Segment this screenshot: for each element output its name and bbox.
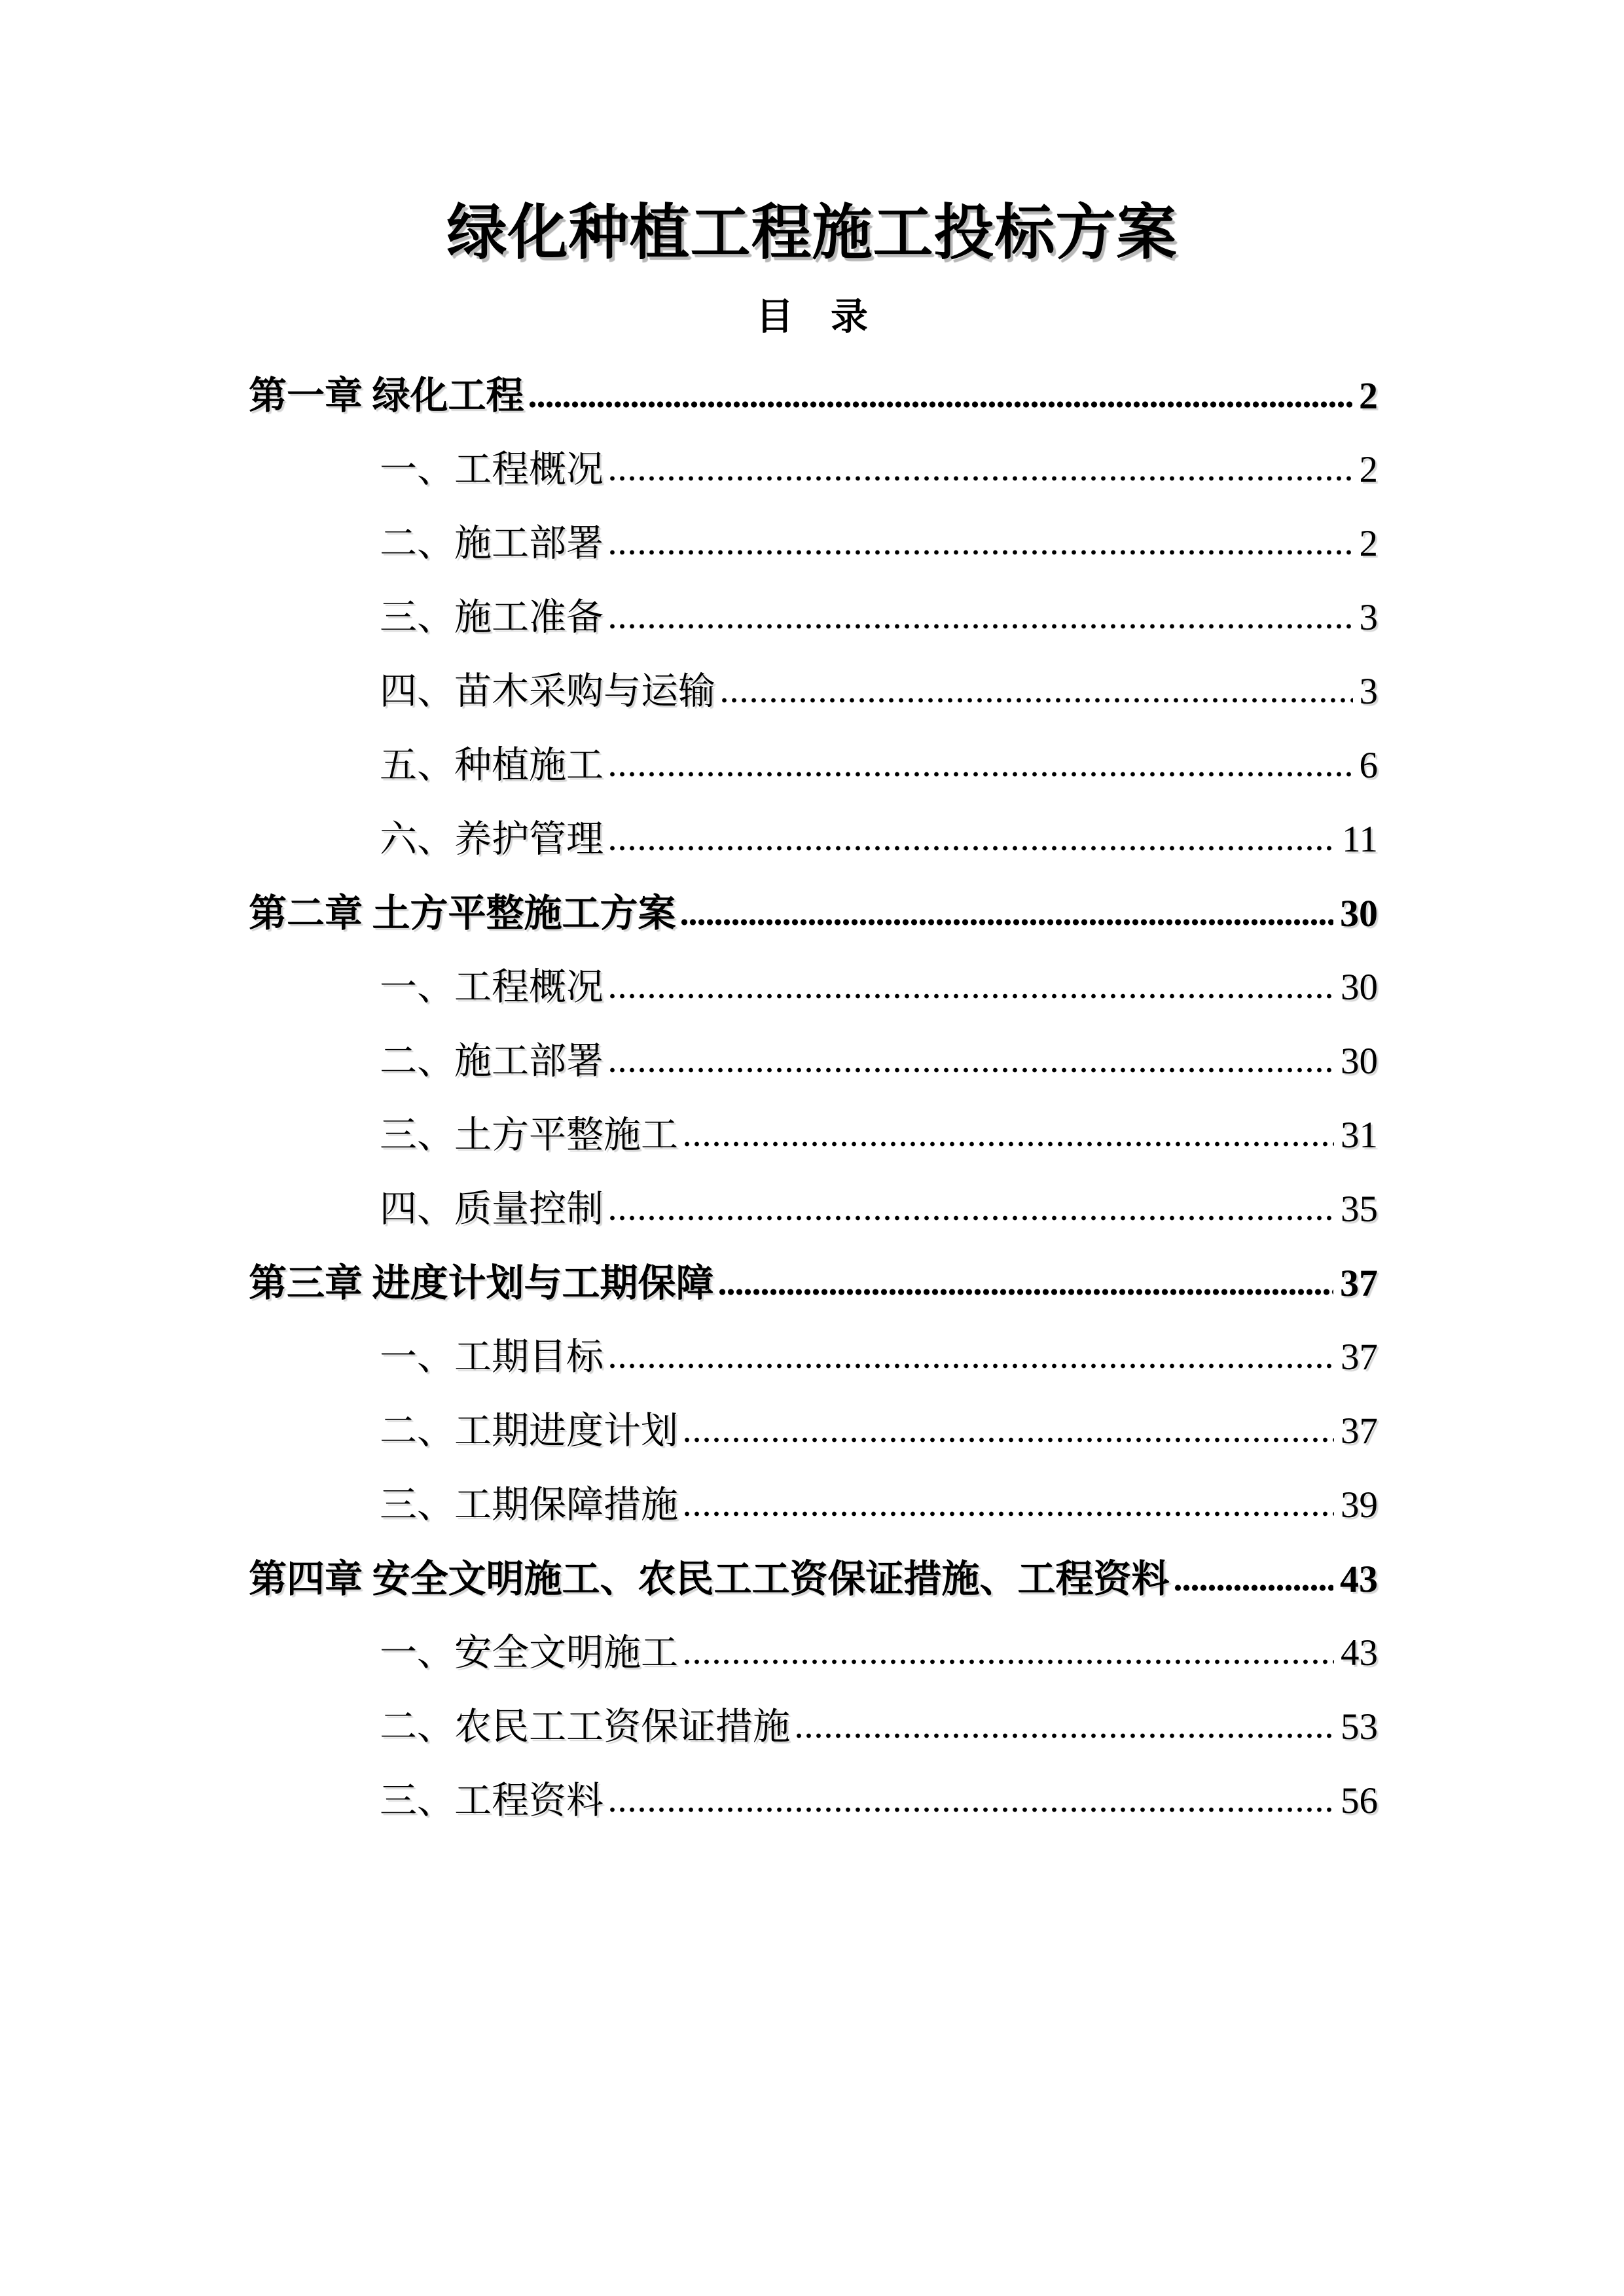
toc-entry[interactable] <box>249 1394 1378 1468</box>
toc-page-number: 43 <box>1341 1632 1378 1674</box>
toc-entry[interactable] <box>249 507 1378 581</box>
toc-dot-leader <box>682 1659 1334 1665</box>
toc-entry[interactable] <box>249 876 1378 950</box>
toc-page-number: 35 <box>1341 1189 1378 1230</box>
toc-page-number: 3 <box>1359 597 1378 638</box>
toc-entry[interactable] <box>249 433 1378 507</box>
toc-dot-leader <box>719 697 1353 704</box>
toc-page-number: 31 <box>1341 1115 1378 1156</box>
toc-entry[interactable] <box>249 359 1378 433</box>
toc-entry[interactable] <box>249 950 1378 1024</box>
toc-entry-text: 第三章 进度计划与工期保障 <box>249 1262 714 1304</box>
toc-entry-text: 四、苗木采购与运输 <box>380 671 715 712</box>
toc-page-number: 37 <box>1340 1262 1378 1304</box>
toc-page-number: 37 <box>1341 1336 1378 1378</box>
toc-page-number: 30 <box>1340 892 1378 935</box>
toc-heading: 目 录 <box>756 296 868 338</box>
toc-entry[interactable] <box>249 1542 1378 1616</box>
toc-dot-leader <box>607 993 1334 999</box>
toc-entry-text: 六、养护管理 <box>380 819 604 860</box>
toc-entry[interactable] <box>249 655 1378 728</box>
toc-dot-leader <box>718 1288 1333 1296</box>
toc-dot-leader <box>607 1363 1334 1369</box>
toc-page-number: 43 <box>1340 1558 1378 1600</box>
toc-entry[interactable] <box>249 1616 1378 1690</box>
toc-dot-leader <box>680 918 1333 926</box>
toc-entry-text: 四、质量控制 <box>380 1189 604 1230</box>
toc-entry[interactable] <box>249 1246 1378 1320</box>
toc-entry-text: 二、施工部署 <box>380 523 604 564</box>
toc-page-number: 11 <box>1342 819 1378 860</box>
toc-page-number: 30 <box>1341 1041 1378 1082</box>
toc-entry[interactable] <box>249 1172 1378 1246</box>
toc-dot-leader <box>607 623 1353 630</box>
toc-page-number: 3 <box>1359 671 1378 712</box>
toc-page-number: 2 <box>1359 523 1378 564</box>
toc-entry-text: 一、工期目标 <box>380 1336 604 1378</box>
toc-entry-text: 三、施工准备 <box>380 597 604 638</box>
toc-dot-leader <box>607 845 1335 852</box>
toc-entry[interactable] <box>249 802 1378 876</box>
toc-entry[interactable] <box>249 1024 1378 1098</box>
toc-entry-text: 五、种植施工 <box>380 745 604 786</box>
toc-entry[interactable] <box>249 1764 1378 1838</box>
toc-page-number: 30 <box>1341 967 1378 1008</box>
toc-entry-text: 二、工期进度计划 <box>380 1410 678 1452</box>
toc-dot-leader <box>607 475 1353 482</box>
toc-page-number: 2 <box>1359 449 1378 490</box>
toc-page-number: 56 <box>1341 1780 1378 1821</box>
toc-entry[interactable] <box>249 1468 1378 1542</box>
toc-entry-text: 一、工程概况 <box>380 449 604 490</box>
toc-entry-text: 第二章 土方平整施工方案 <box>249 892 676 935</box>
toc-dot-leader <box>607 1215 1334 1221</box>
toc-entry[interactable] <box>249 581 1378 655</box>
toc-dot-leader <box>682 1437 1334 1443</box>
toc-page-number: 2 <box>1359 374 1378 417</box>
toc-entry-text: 三、工期保障措施 <box>380 1484 678 1526</box>
toc-dot-leader <box>607 1806 1334 1813</box>
toc-entry[interactable] <box>249 1690 1378 1764</box>
toc-entry-text: 一、工程概况 <box>380 967 604 1008</box>
toc-dot-leader <box>607 771 1353 778</box>
toc-entry[interactable] <box>249 1098 1378 1172</box>
table-of-contents <box>249 359 1378 1838</box>
toc-entry-text: 一、安全文明施工 <box>380 1632 678 1674</box>
toc-page-number: 6 <box>1359 745 1378 786</box>
toc-dot-leader <box>607 549 1353 556</box>
toc-page-number: 37 <box>1341 1410 1378 1452</box>
toc-dot-leader <box>682 1141 1334 1147</box>
toc-entry-text: 三、工程资料 <box>380 1780 604 1821</box>
toc-page-number: 53 <box>1341 1706 1378 1748</box>
toc-entry-text: 第四章 安全文明施工、农民工工资保证措施、工程资料 <box>249 1558 1170 1600</box>
document-title: 绿化种植工程施工投标方案 <box>446 200 1178 266</box>
toc-dot-leader <box>794 1732 1334 1739</box>
toc-entry[interactable] <box>249 1320 1378 1394</box>
toc-entry-text: 三、土方平整施工 <box>380 1115 678 1156</box>
toc-entry-text: 二、施工部署 <box>380 1041 604 1082</box>
toc-entry-text: 二、农民工工资保证措施 <box>380 1706 790 1748</box>
toc-entry[interactable] <box>249 728 1378 802</box>
toc-page-number: 39 <box>1341 1484 1378 1526</box>
toc-dot-leader <box>1174 1584 1333 1592</box>
toc-dot-leader <box>528 401 1352 408</box>
toc-entry-text: 第一章 绿化工程 <box>249 374 524 417</box>
toc-dot-leader <box>682 1511 1334 1517</box>
toc-dot-leader <box>607 1067 1334 1073</box>
